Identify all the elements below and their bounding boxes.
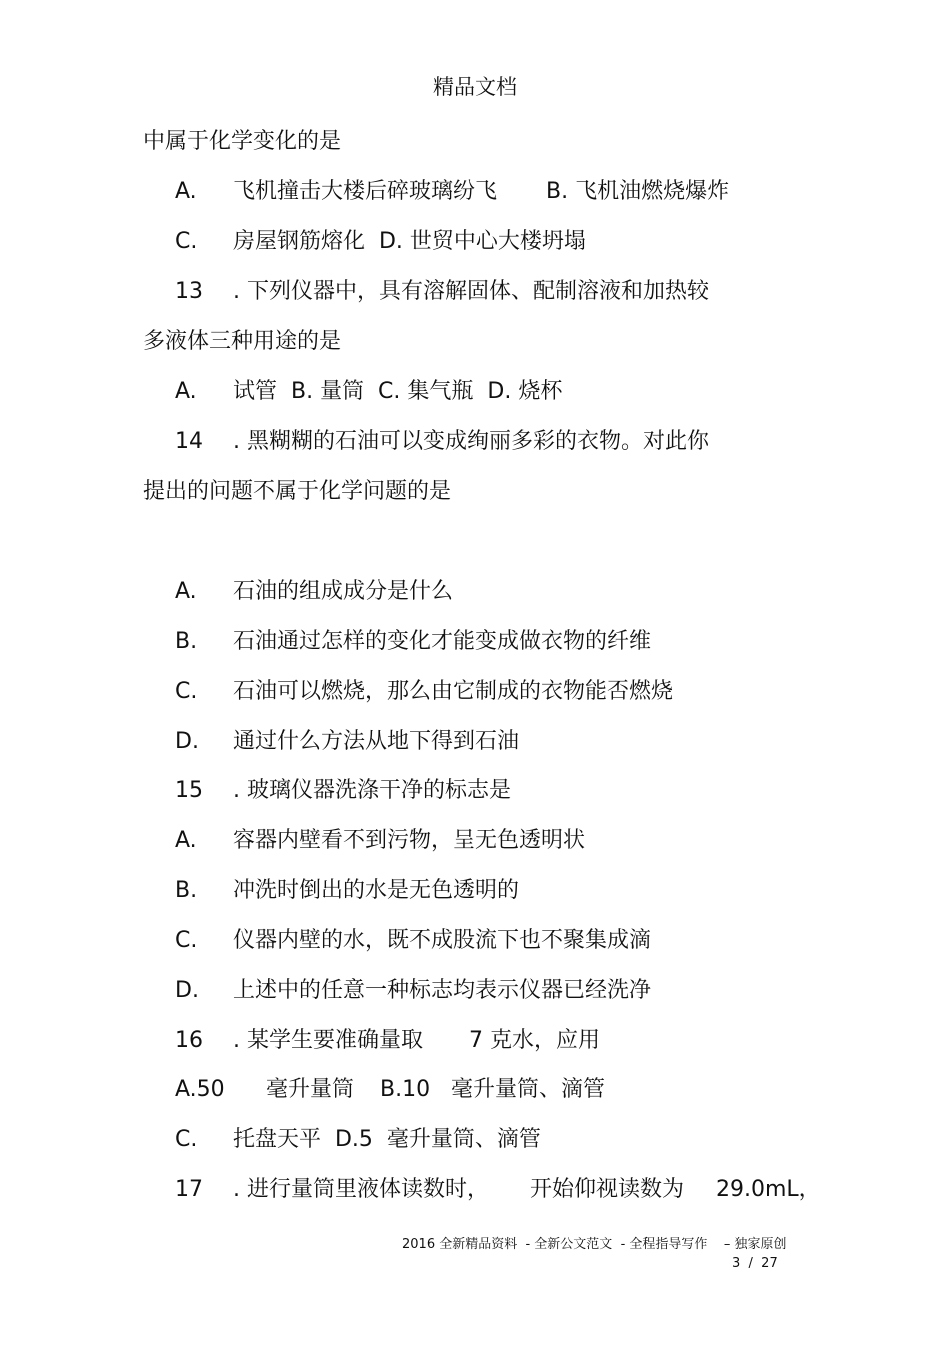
option-d-text: 上述中的任意一种标志均表示仪器已经洗净: [233, 978, 652, 1003]
option-a-text: 容器内壁看不到污物，呈无色透明状: [233, 828, 586, 853]
question-14-number: 14: [175, 429, 203, 454]
page-header-title: 精品文档: [433, 75, 517, 99]
question-17-reading-value: 29.0mL，: [716, 1177, 821, 1202]
option-c-label: C.: [175, 928, 198, 953]
question-13-continuation: 多液体三种用途的是: [143, 329, 342, 354]
option-a-label: A.: [175, 179, 197, 204]
option-a-label: A.50: [175, 1077, 225, 1102]
question-13-number: 13: [175, 279, 203, 304]
option-b-text: 冲洗时倒出的水是无色透明的: [233, 878, 520, 903]
question-13-text: . 下列仪器中，具有溶解固体、配制溶液和加热较: [233, 279, 709, 304]
option-a-text: 飞机撞击大楼后碎玻璃纷飞: [233, 179, 498, 204]
option-b-text: B. 飞机油燃烧爆炸: [546, 179, 730, 204]
option-d-label: D.: [175, 978, 199, 1003]
question-continuation-text: 中属于化学变化的是: [143, 129, 342, 154]
question-17-text: . 进行量筒里液体读数时，: [233, 1177, 489, 1202]
question-15-number: 15: [175, 778, 203, 803]
option-a-text: 石油的组成成分是什么: [233, 579, 454, 604]
question-16-number: 16: [175, 1028, 203, 1053]
footer-text: 2016 全新精品资料 - 全新公文范文 - 全程指导写作 – 独家原创: [402, 1237, 787, 1252]
question-15-text: . 玻璃仪器洗涤干净的标志是: [233, 778, 511, 803]
option-c-label: C.: [175, 1127, 198, 1152]
option-d-text: 通过什么方法从地下得到石油: [233, 729, 520, 754]
option-c-d-text: 托盘天平 D.5 毫升量筒、滴管: [233, 1127, 541, 1152]
option-a-label: A.: [175, 828, 197, 853]
option-a-label: A.: [175, 579, 197, 604]
option-a-text: 毫升量筒: [266, 1077, 355, 1102]
question-17-text-mid: 开始仰视读数为: [530, 1177, 685, 1202]
question-13-options: 试管 B. 量筒 C. 集气瓶 D. 烧杯: [233, 379, 563, 404]
question-16-text: . 某学生要准确量取: [233, 1028, 423, 1053]
page-number: 3 / 27: [732, 1256, 778, 1271]
option-c-label: C.: [175, 679, 198, 704]
option-b-label: B.10: [380, 1077, 431, 1102]
question-14-continuation: 提出的问题不属于化学问题的是: [143, 479, 452, 504]
option-c-d-text: 房屋钢筋熔化 D. 世贸中心大楼坍塌: [233, 229, 586, 254]
option-c-text: 石油可以燃烧，那么由它制成的衣物能否燃烧: [233, 679, 674, 704]
option-b-label: B.: [175, 878, 198, 903]
option-b-text: 石油通过怎样的变化才能变成做衣物的纤维: [233, 629, 652, 654]
option-b-label: B.: [175, 629, 198, 654]
option-c-text: 仪器内壁的水，既不成股流下也不聚集成滴: [233, 928, 652, 953]
option-b-text: 毫升量筒、滴管: [451, 1077, 606, 1102]
question-14-text: . 黑糊糊的石油可以变成绚丽多彩的衣物。对此你: [233, 429, 709, 454]
question-16-text-tail: 7 克水，应用: [469, 1028, 600, 1053]
option-d-label: D.: [175, 729, 199, 754]
option-c-label: C.: [175, 229, 198, 254]
option-a-label: A.: [175, 379, 197, 404]
question-17-number: 17: [175, 1177, 203, 1202]
